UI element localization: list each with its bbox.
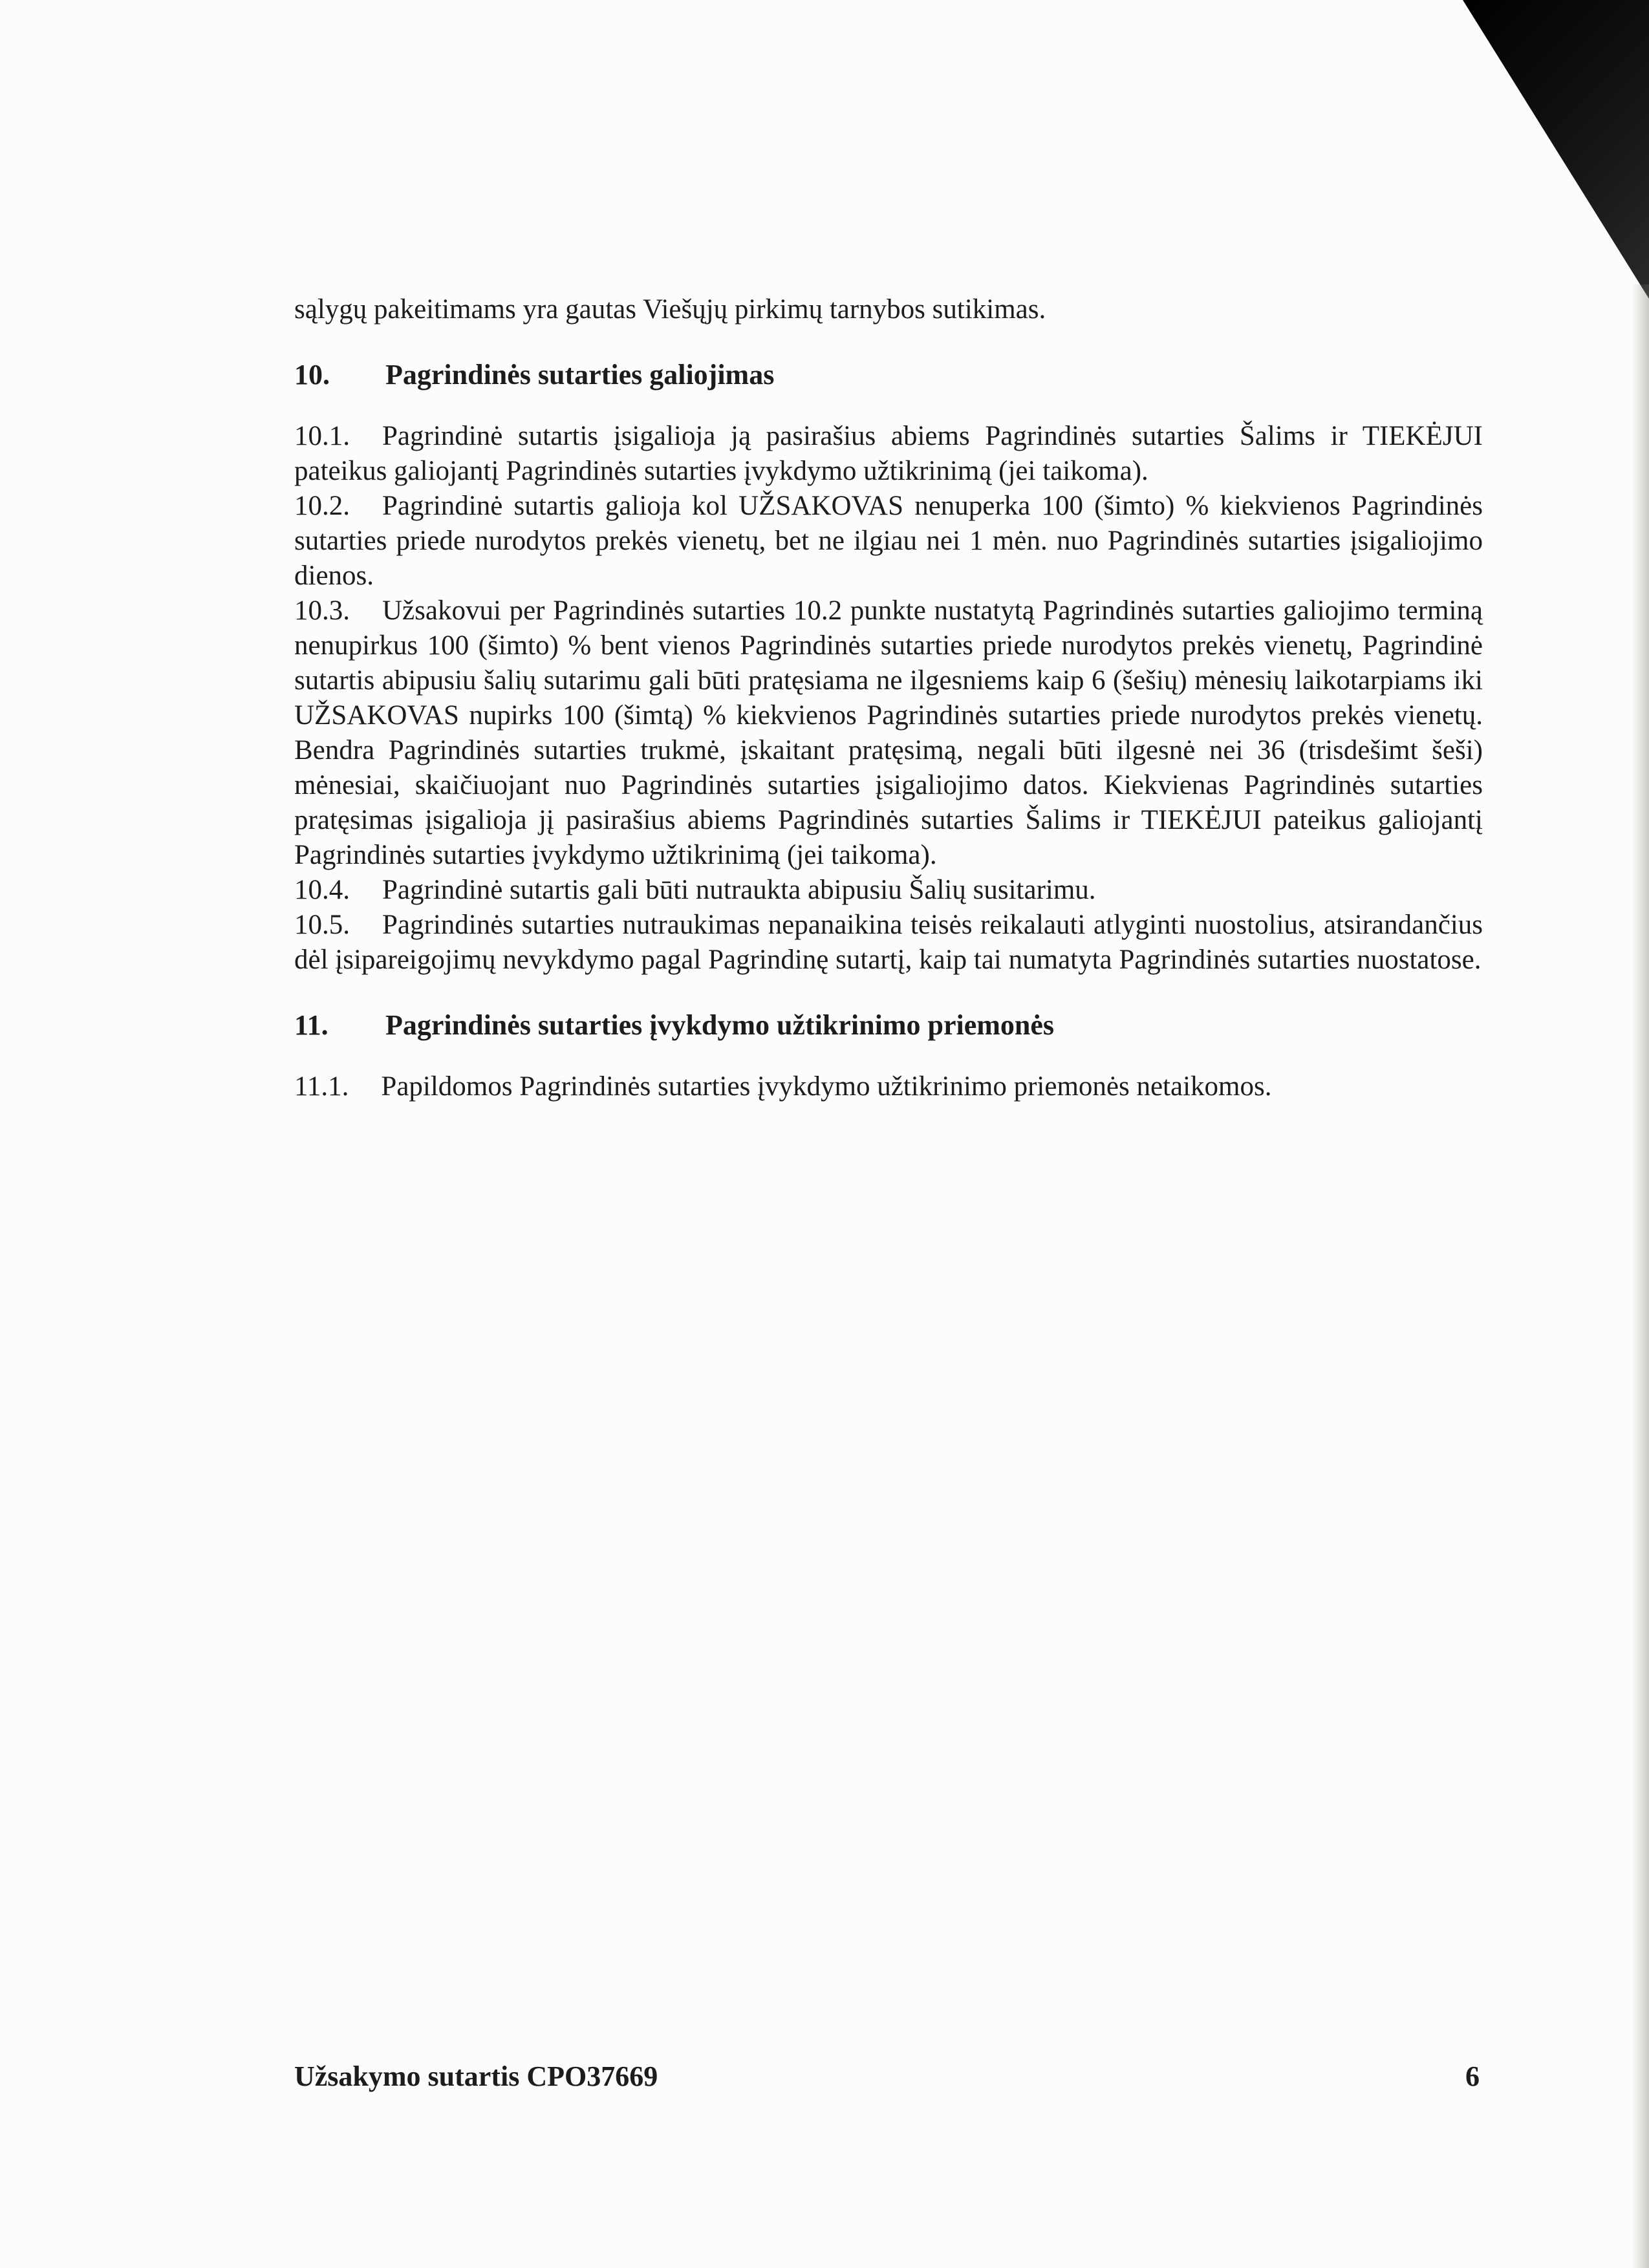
clause-10-1 bbox=[294, 419, 1483, 489]
clause-text: Papildomos Pagrindinės sutarties įvykdymo užtikrinimo priemonės netaikomos. bbox=[381, 1071, 1272, 1102]
intro-text: sąlygų pakeitimams yra gautas Viešųjų pirkimų tarnybos sutikimas. bbox=[294, 294, 1046, 325]
section-heading-11 bbox=[294, 1008, 1483, 1043]
scan-edge-shadow bbox=[1632, 284, 1649, 2268]
clause-text: Pagrindinė sutartis galioja kol UŽSAKOVAS nenuperka 100 (šimto) % kiekvienos Pagrindinės sutarties priede nurodytos prekės vienetų, bet ne ilgiau nei 1 mėn. nuo Pagrindinės sutarties įsigaliojimo dienos. bbox=[294, 491, 1483, 591]
section-number: 11. bbox=[294, 1009, 329, 1041]
clause-number: 10.2. bbox=[294, 491, 350, 521]
clause-text: Pagrindinė sutartis įsigalioja ją pasirašius abiems Pagrindinės sutarties Šalims ir TIEKĖJUI pateikus galiojantį Pagrindinės sutarties įvykdymo užtikrinimą (jei taikoma). bbox=[294, 421, 1483, 486]
footer-doc-title: Užsakymo sutartis CPO37669 bbox=[294, 2060, 658, 2092]
clause-number: 10.5. bbox=[294, 910, 350, 940]
clause-text: Pagrindinė sutartis gali būti nutraukta abipusiu Šalių susitarimu. bbox=[382, 875, 1096, 905]
footer-page-number: 6 bbox=[1465, 2060, 1480, 2092]
section-heading-10 bbox=[294, 358, 1483, 392]
clause-number: 11.1. bbox=[294, 1071, 349, 1102]
clause-text: Pagrindinės sutarties nutraukimas nepanaikina teisės reikalauti atlyginti nuostolius, atsirandančius dėl įsipareigojimų nevykdymo pagal Pagrindinę sutartį, kaip tai numatyta Pagrindinės sutarties nuostatose. bbox=[294, 910, 1483, 975]
intro-continuation-line bbox=[294, 292, 1483, 327]
clause-number: 10.3. bbox=[294, 595, 350, 626]
clause-11-1 bbox=[294, 1069, 1483, 1104]
section-number: 10. bbox=[294, 359, 330, 390]
scan-corner-artifact bbox=[1463, 0, 1649, 299]
clause-10-2 bbox=[294, 489, 1483, 594]
clause-number: 10.4. bbox=[294, 875, 350, 905]
page-footer bbox=[294, 2059, 1480, 2094]
document-body bbox=[294, 292, 1483, 1104]
clause-number: 10.1. bbox=[294, 421, 350, 451]
clause-text: Užsakovui per Pagrindinės sutarties 10.2 punkte nustatytą Pagrindinės sutarties galiojimo terminą nenupirkus 100 (šimto) % bent vienos Pagrindinės sutarties priede nurodytos prekės vienetų, Pagrindinė sutartis abipusiu šalių sutarimu gali būti pratęsiama ne ilgesniems kaip 6 (šešių) mėnesių laikotarpiams iki UŽSAKOVAS nupirks 100 (šimtą) % kiekvienos Pagrindinės sutarties priede nurodytos prekės vienetų. Bendra Pagrindinės sutarties trukmė, įskaitant pratęsimą, negali būti ilgesnė nei 36 (trisdešimt šeši) mėnesiai, skaičiuojant nuo Pagrindinės sutarties įsigaliojimo datos. Kiekvienas Pagrindinės sutarties pratęsimas įsigalioja jį pasirašius abiems Pagrindinės sutarties Šalims ir TIEKĖJUI pateikus galiojantį Pagrindinės sutarties įvykdymo užtikrinimą (jei taikoma). bbox=[294, 595, 1483, 870]
section-title: Pagrindinės sutarties galiojimas bbox=[385, 359, 775, 390]
clause-10-4 bbox=[294, 873, 1483, 908]
clause-10-5 bbox=[294, 908, 1483, 978]
clause-10-3 bbox=[294, 594, 1483, 873]
section-title: Pagrindinės sutarties įvykdymo užtikrinimo priemonės bbox=[385, 1009, 1055, 1041]
